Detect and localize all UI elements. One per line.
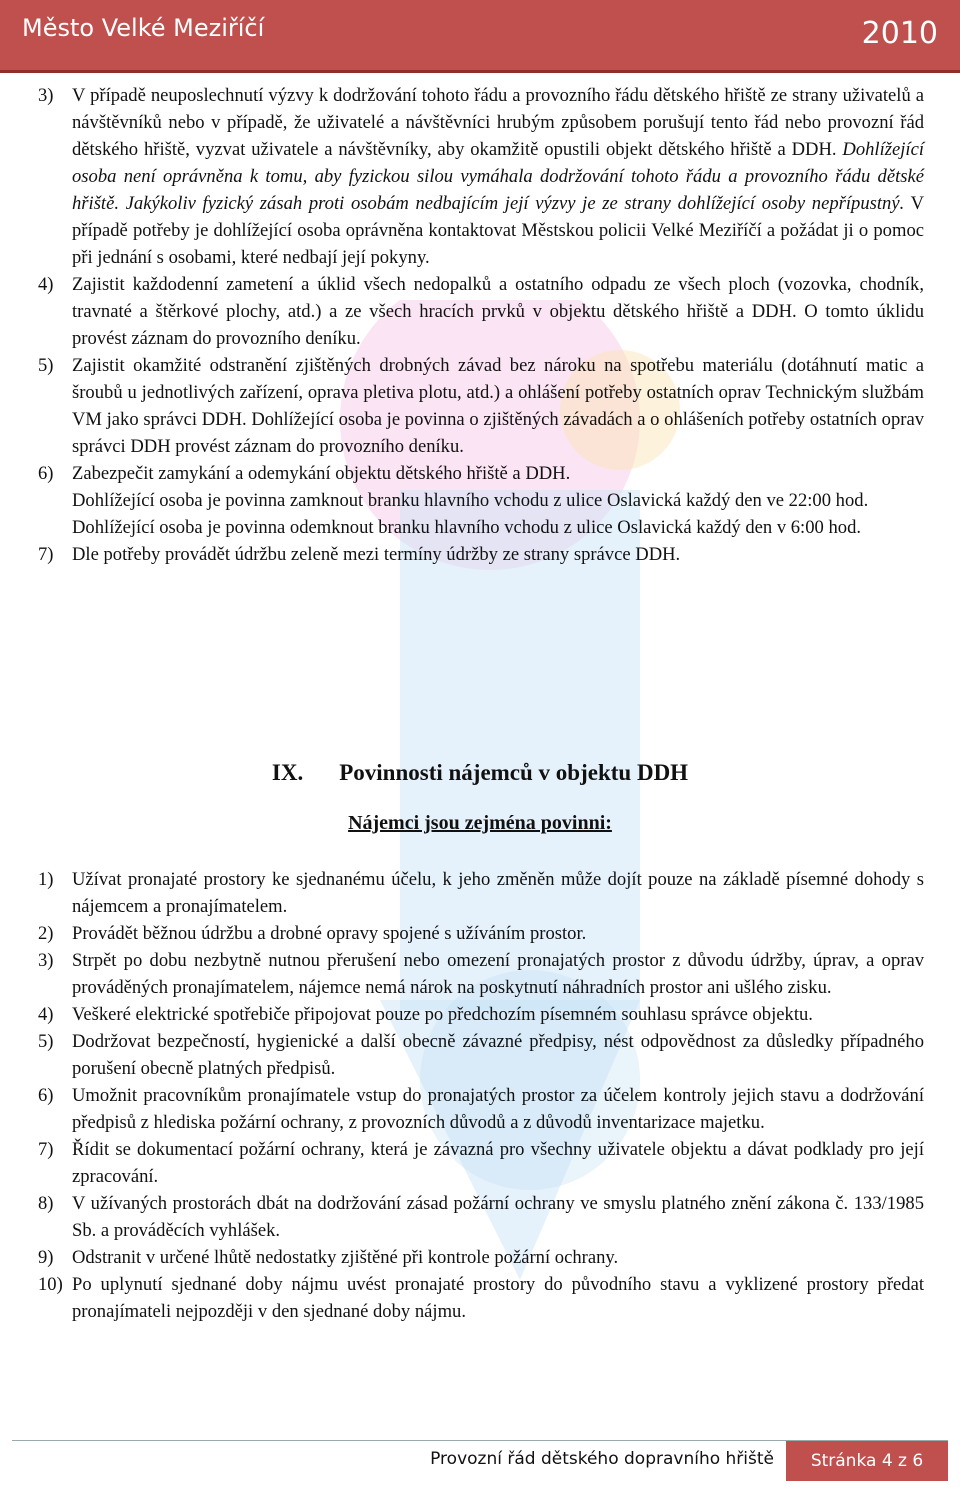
item-number: 6) bbox=[38, 463, 54, 484]
section-heading bbox=[0, 758, 960, 788]
list-item bbox=[38, 1190, 924, 1244]
list-item bbox=[38, 1082, 924, 1136]
item-text: Strpět po dobu nezbytně nutnou přerušení nebo omezení pronajatých prostor z důvodu údržby, úprav, a oprav prováděných pronajímatelem, nájemce nemá nárok na poskytnutí náhradních prostor ani ušlého zisku. bbox=[72, 950, 924, 998]
obligations-list-continued bbox=[38, 82, 924, 568]
item-number: 6) bbox=[38, 1085, 54, 1106]
page-number: Stránka 4 z 6 bbox=[786, 1441, 948, 1481]
header-title: Město Velké Meziříčí bbox=[22, 14, 265, 42]
page-header bbox=[0, 0, 960, 73]
section-title: Povinnosti nájemců v objektu DDH bbox=[339, 760, 689, 785]
item-number: 7) bbox=[38, 544, 54, 565]
item-number: 4) bbox=[38, 274, 54, 295]
item-number: 9) bbox=[38, 1247, 54, 1268]
item-text-italic: Dohlížející osoba není oprávněna k tomu, aby fyzickou silou vymáhala dodržování tohoto řádu a provozního řádu dětské hřiště. Jakýkoliv fyzický zásah proti osobám nedbajícím její výzvy je ze strany dohlížející osoby nepřípustný. bbox=[72, 139, 924, 214]
list-item bbox=[38, 1001, 924, 1028]
list-item bbox=[38, 866, 924, 920]
item-number: 5) bbox=[38, 1031, 54, 1052]
list-item bbox=[38, 271, 924, 352]
item-number: 3) bbox=[38, 950, 54, 971]
item-number: 3) bbox=[38, 85, 54, 106]
list-item bbox=[38, 82, 924, 271]
item-number: 7) bbox=[38, 1139, 54, 1160]
item-text: Provádět běžnou údržbu a drobné opravy spojené s užíváním prostor. bbox=[72, 923, 587, 944]
item-number: 8) bbox=[38, 1193, 54, 1214]
item-text: Po uplynutí sjednané doby nájmu uvést pronajaté prostory do původního stavu a vyklizené prostory předat pronajímateli nejpozději v den sjednané doby nájmu. bbox=[72, 1274, 924, 1322]
item-text: V užívaných prostorách dbát na dodržování zásad požární ochrany ve smyslu platného znění zákona č. 133/1985 Sb. a prováděcích vyhlášek. bbox=[72, 1193, 924, 1241]
item-number: 4) bbox=[38, 1004, 54, 1025]
list-item bbox=[38, 1244, 924, 1271]
item-text bbox=[72, 82, 924, 271]
list-item bbox=[38, 460, 924, 541]
item-text: Umožnit pracovníkům pronajímatele vstup do pronajatých prostor za účelem kontroly jejich stavu a dodržování předpisů z hlediska požární ochrany, z provozních důvodů a z důvodů inventarizace majetku. bbox=[72, 1085, 924, 1133]
list-item bbox=[38, 1136, 924, 1190]
list-item bbox=[38, 352, 924, 460]
list-item bbox=[38, 920, 924, 947]
section-subtitle: Nájemci jsou zejména povinni: bbox=[348, 812, 612, 834]
item-text-part: V případě neuposlechnutí výzvy k dodržování tohoto řádu a provozního řádu dětského hřiště ze strany uživatelů a návštěvníků nebo v případě, že uživatelé a návštěvníci hrubým způsobem porušují tento řád nebo provozní řád dětského hřiště, vyzvat uživatele a návštěvníky, aby okamžitě opustili objekt dětského hřiště a DDH. bbox=[72, 85, 924, 160]
item-text-part: V případě potřeby je dohlížející osoba oprávněna kontaktovat Městskou policii Velké Meziříčí a požádat ji o pomoc při jednání s osobami, které nedbají její pokyny. bbox=[72, 193, 925, 268]
item-text: Veškeré elektrické spotřebiče připojovat pouze po předchozím písemném souhlasu správce objektu. bbox=[72, 1004, 813, 1025]
item-text: Řídit se dokumentací požární ochrany, která je závazná pro všechny uživatele objektu a dávat podklady pro její zpracování. bbox=[72, 1139, 924, 1187]
item-number: 5) bbox=[38, 355, 54, 376]
item-text: Odstranit v určené lhůtě nedostatky zjištěné při kontrole požární ochrany. bbox=[72, 1247, 619, 1268]
item-number: 10) bbox=[38, 1274, 63, 1295]
item-number: 1) bbox=[38, 869, 54, 890]
item-number: 2) bbox=[38, 923, 54, 944]
item-line: Dohlížející osoba je povinna zamknout branku hlavního vchodu z ulice Oslavická každý den ve 22:00 hod. bbox=[72, 490, 869, 511]
item-text: Zajistit každodenní zametení a úklid všech nedopalků a ostatního odpadu ze všech ploch (vozovka, chodník, travnaté a štěrkové plochy, atd.) a ze všech hracích prvků v objektu dětského hřiště a DDH. O tomto úklidu provést záznam do provozního deníku. bbox=[72, 274, 924, 349]
item-text: Zajistit okamžité odstranění zjištěných drobných závad bez nároku na spotřebu materiálu (dotáhnutí matic a šroubů u jednotlivých zařízení, oprava pletiva plotu, atd.) a ohlášení potřeby ostatních oprav Technickým službám VM jako správci DDH. Dohlížející osoba je povinna o zjištěných závadách a o ohlášeních potřeby ostatních oprav správci DDH provést záznam do provozního deníku. bbox=[72, 355, 924, 457]
list-item bbox=[38, 947, 924, 1001]
item-line: Dohlížející osoba je povinna odemknout branku hlavního vchodu z ulice Oslavická každý den v 6:00 hod. bbox=[72, 517, 862, 538]
header-year: 2010 bbox=[861, 16, 938, 51]
item-text: Dodržovat bezpečností, hygienické a další obecně závazné předpisy, nést odpovědnost za důsledky případného porušení obecně platných předpisů. bbox=[72, 1031, 924, 1079]
list-item bbox=[38, 1028, 924, 1082]
item-text: Užívat pronajaté prostory ke sjednanému účelu, k jeho změněn může dojít pouze na základě písemné dohody s nájemcem a pronajímatelem. bbox=[72, 869, 924, 917]
list-item bbox=[38, 541, 924, 568]
tenant-obligations-list bbox=[38, 866, 924, 1325]
item-text: Dle potřeby provádět údržbu zeleně mezi termíny údržby ze strany správce DDH. bbox=[72, 544, 681, 565]
item-line: Zabezpečit zamykání a odemykání objektu dětského hřiště a DDH. bbox=[72, 463, 571, 484]
section-number: IX. bbox=[271, 760, 304, 785]
item-text bbox=[72, 460, 924, 541]
list-item bbox=[38, 1271, 924, 1325]
footer-title: Provozní řád dětského dopravního hřiště bbox=[430, 1449, 774, 1469]
page-footer bbox=[0, 1441, 960, 1481]
